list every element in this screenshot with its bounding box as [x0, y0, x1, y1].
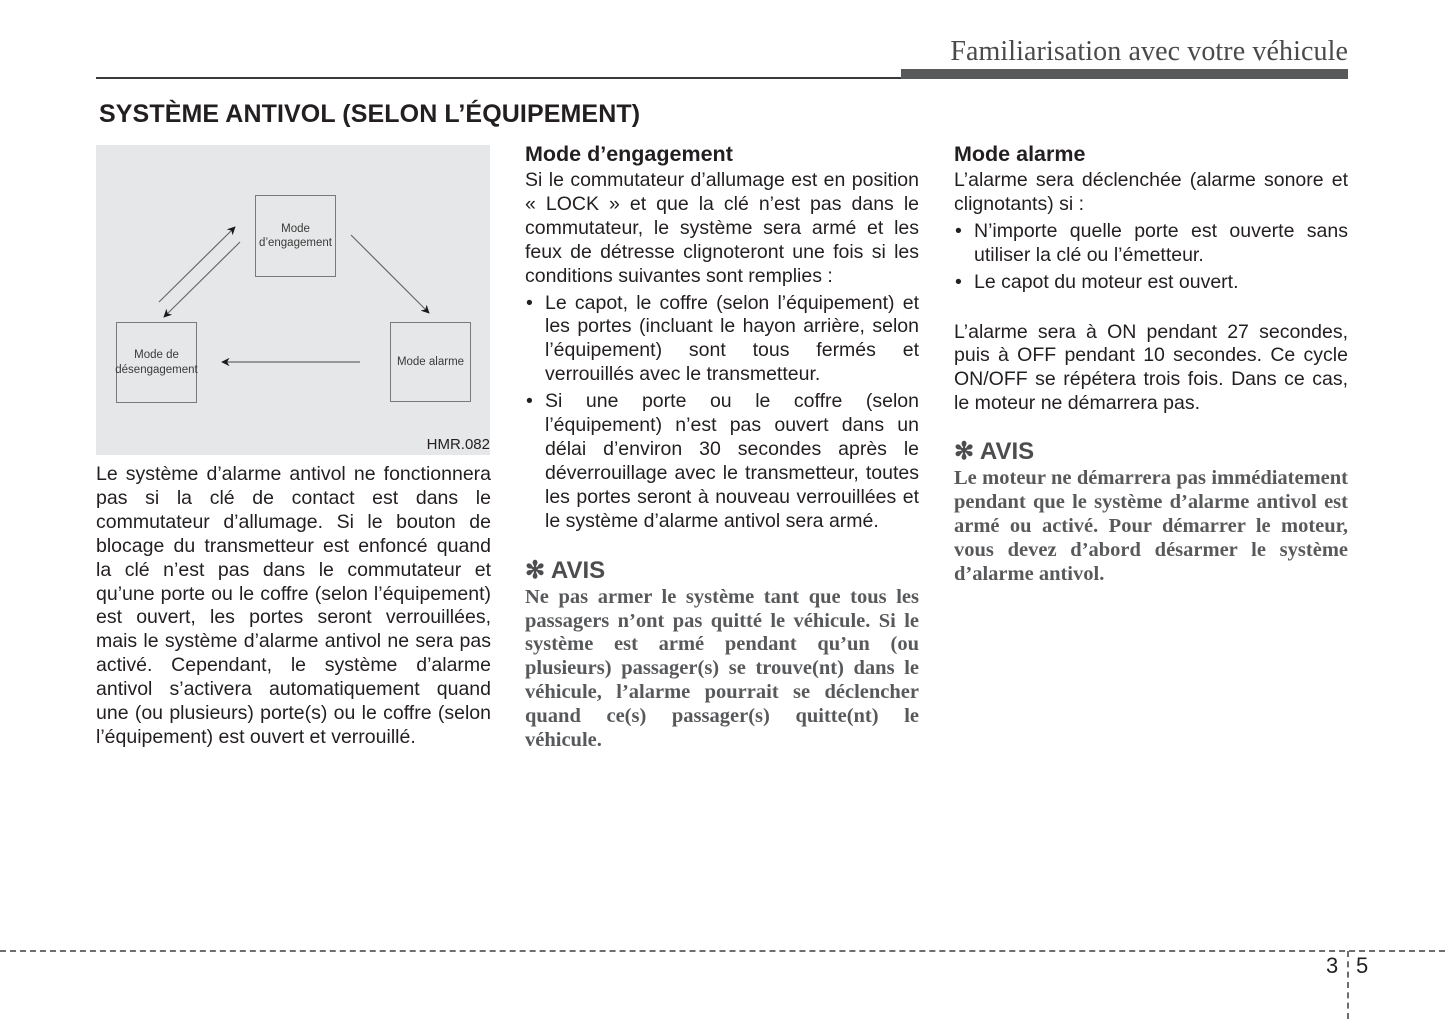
box-mode-alarme: [390, 322, 471, 402]
arrow-to-desengagement: [164, 242, 240, 317]
state-diagram-figure: [96, 145, 490, 455]
header-bar: [901, 69, 1348, 79]
box-mode-engagement: [255, 195, 336, 277]
footer-divider: [0, 950, 1445, 952]
figure-code: HMR.082: [426, 436, 490, 453]
alarme-intro: L’alarme sera déclenchée (alarme sonore et clignotants) si :: [954, 169, 1348, 215]
diagram-arrows: [96, 145, 490, 455]
asterisk-icon: ✻: [525, 556, 546, 584]
arrow-to-alarme: [351, 235, 429, 313]
footer-page-divider: [1347, 951, 1349, 1019]
heading-mode-engagement: Mode d’engagement: [525, 142, 733, 166]
heading-mode-alarme: Mode alarme: [954, 142, 1086, 166]
notice-heading: [954, 437, 1348, 467]
column-middle: [525, 140, 919, 753]
intro-paragraph: Le système d’alarme antivol ne fonctionnera pas si la clé de contact est dans le commutateur d’allumage. Si le bouton de blocage du transmetteur est enfoncé quand la clé n’est pas dans le commutateur et qu’une porte ou le coffre (selon l’équipement) est ouvert, les portes seront verrouillées, mais le système d’alarme antivol ne sera pas activé. Cependant, le système d’alarme antivol s’activera automatiquement quand une (ou plusieurs) porte(s) ou le coffre (selon l’équipement) est ouvert et verrouillé.: [96, 463, 491, 748]
page-number: 5: [1356, 953, 1369, 978]
box-mode-desengagement: [116, 322, 197, 403]
header-rule: [96, 77, 902, 79]
list-item: • Le capot du moteur est ouvert.: [954, 271, 1348, 295]
notice-text: Le moteur ne démarrera pas immédiatement pendant que le système d’alarme antivol est armé ou activé. Pour démarrer le moteur, vous devez d’abord désarmer le système d’alarme antivol.: [954, 467, 1348, 585]
column-right: [954, 140, 1348, 587]
engagement-intro: Si le commutateur d’allumage est en position « LOCK » et que la clé n’est pas dans le commutateur, le système sera armé et les feux de détresse clignoteront une fois si les conditions suivantes sont remplies :: [525, 169, 919, 287]
section-title: SYSTÈME ANTIVOL (SELON L’ÉQUIPEMENT): [99, 100, 641, 128]
box-label-line: d’engagement: [259, 237, 332, 249]
engagement-conditions-list: [525, 292, 919, 534]
chapter-title: Familiarisation avec votre véhicule: [950, 36, 1348, 67]
notice-title: AVIS: [979, 438, 1035, 466]
arrow-to-engagement: [159, 227, 235, 302]
column-left: [96, 463, 491, 750]
notice-text: Ne pas armer le système tant que tous les passagers n’ont pas quitté le véhicule. Si le système est armé pendant qu’un (ou plusieurs) passager(s) se trouve(nt) dans le véhicule, l’alarme pourrait se déclencher quand ce(s) passager(s) quitte(nt) le véhicule.: [525, 585, 919, 752]
list-item: • Si une porte ou le coffre (selon l’équipement) n’est pas ouvert dans un délai d’environ 30 secondes après le déverrouillage avec le transmetteur, toutes les portes seront à nouveau verrouillées et le système d’alarme antivol sera armé.: [525, 390, 919, 533]
list-item: • Le capot, le coffre (selon l’équipement) et les portes (incluant le hayon arrière, selon l’équipement) sont tous fermés et verrouillés avec le transmetteur.: [525, 292, 919, 388]
notice-title: AVIS: [550, 556, 606, 584]
alarme-triggers-list: [954, 220, 1348, 295]
list-item: • N’importe quelle porte est ouverte sans utiliser la clé ou l’émetteur.: [954, 220, 1348, 268]
box-label-line: Mode de: [134, 349, 179, 361]
box-label-line: Mode alarme: [396, 355, 465, 368]
notice-heading: [525, 556, 919, 586]
asterisk-icon: ✻: [954, 438, 975, 466]
alarme-cycle-paragraph: L’alarme sera à ON pendant 27 secondes, puis à OFF pendant 10 secondes. Ce cycle ON/OFF se répétera trois fois. Dans ce cas, le moteur ne démarrera pas.: [954, 320, 1348, 415]
chapter-number: 3: [1326, 953, 1339, 978]
box-label-line: désengagement: [115, 363, 198, 376]
box-label-line: Mode: [281, 222, 310, 235]
